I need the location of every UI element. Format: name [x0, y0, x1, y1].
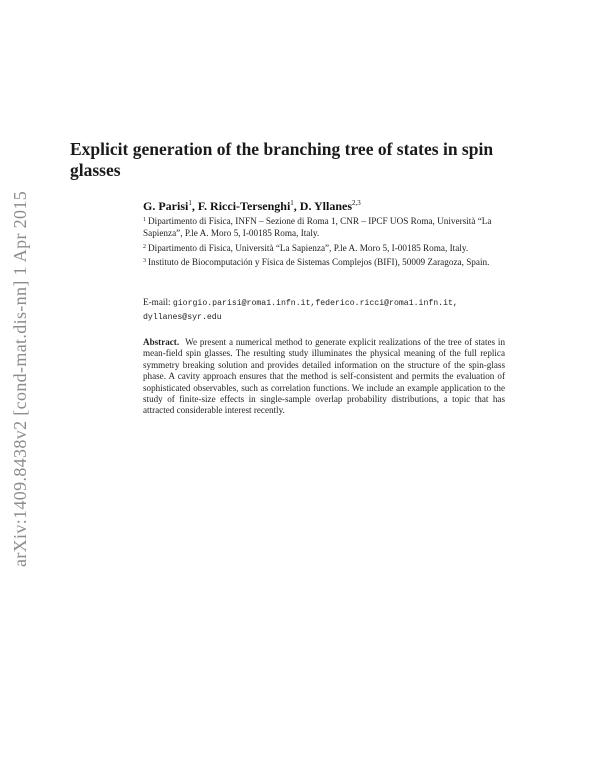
affiliation-list [143, 215, 523, 270]
abstract [143, 337, 505, 417]
author-3: D. Yllanes$^{2,3}$ [299, 199, 361, 213]
author-2: F. Ricci-Tersenghi$^1$, [197, 199, 300, 213]
email-label: E-mail: [143, 297, 171, 307]
abstract-text: We present a numerical method to generate explicit realizations of the tree of states in mean-field spin glasses. The resulting study illuminates the physical meaning of the full replica symmetry breaking solution and provides detailed information on the structure of the spin-glass phase. A cavity approach ensures that the method is self-consistent and permits the evaluation of sophisticated observables, such as correlation functions. We include an example application to the study of finite-size effects in single-sample overlap probability distributions, a topic that has attracted considerable interest recently. [143, 337, 505, 416]
arxiv-identifier-stamp: arXiv:1409.8438v2 [cond-mat.dis-nn] 1 Apr 2015 [10, 190, 30, 567]
author-list [143, 199, 533, 214]
author-1: G. Parisi$^1$, [143, 199, 198, 213]
affiliation-3: $^3$ Instituto de Biocomputación y Física de Sistemas Complejos (BIFI), 50009 Zaragoza, Spain. [143, 256, 490, 267]
email-addresses[interactable]: giorgio.parisi@roma1.infn.it,federico.ricci@roma1.infn.it, dyllanes@syr.edu [143, 299, 458, 323]
abstract-label: Abstract. [143, 337, 180, 347]
paper-title: Explicit generation of the branching tree of states in spin glasses [70, 139, 494, 180]
email-contact [143, 296, 523, 325]
affiliation-2: $^2$ Dipartimento di Fisica, Università “La Sapienza”, P.le A. Moro 5, I-00185 Roma, Italy. [143, 242, 469, 253]
affiliation-1: $^1$ Dipartimento di Fisica, INFN – Sezione di Roma 1, CNR – IPCF UOS Roma, Università “La Sapienza”, P.le A. Moro 5, I-00185 Roma, Italy. [143, 216, 492, 239]
